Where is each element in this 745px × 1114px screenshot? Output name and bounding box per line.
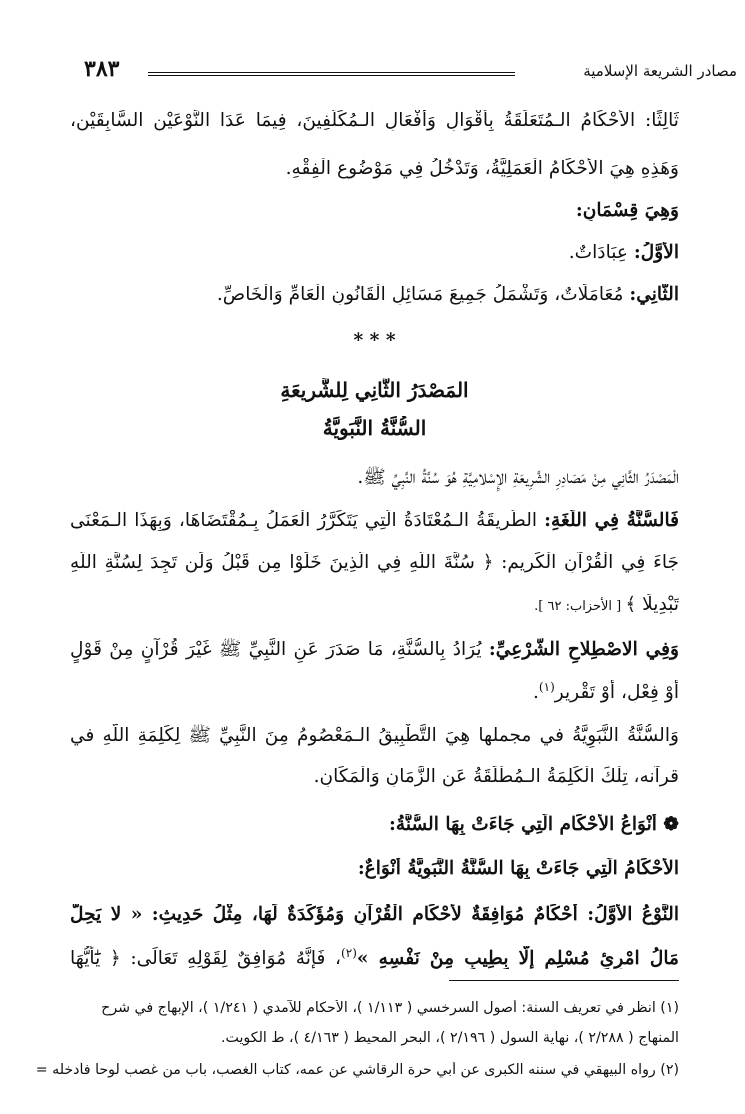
paragraph-line: تَبْدِيلًا ﴾ [ الأحزاب: ٦٢ ]. (534, 594, 679, 615)
paragraph-line: وَفِي الاصْطِلاحِ الشَّرْعِيِّ: يُرَادُ بِالسُّنَّةِ، مَا صَدَرَ عَنِ النَّبِيِّ ﷺ غَيْرَ قُرْآنٍ مِنْ قَوْلٍ (70, 639, 679, 660)
footnote-line: (٢) رواه البيهقي في سننه الكبرى عن أبي حرة الرقاشي عن عمه، كتاب الغصب، باب من غصب لوحا فأدخله = (36, 1062, 679, 1078)
footnote-line: (١) انظر في تعريف السنة: أصول السرخسي ( ١/١١٣ )، الأحكام للآمدي ( ١/٢٤١ )، الإبهاج في شرح (101, 1000, 679, 1016)
footnote-ref: (١) (538, 680, 555, 694)
section-title: المَصْدَرُ الثَّانِي لِلشَّرِيعَةِ (280, 378, 469, 402)
paragraph-line: النَّوْعُ الأَوَّلُ: أَحْكَامٌ مُوَافِقَةٌ لأَحْكَامِ الْقُرْآنِ وَمُؤَكِّدَةٌ لَهَا، مِثْلُ حَدِيثِ: « لا يَحِلُّ (70, 904, 679, 925)
section-subtitle: السُّنَّةُ النَّبَوِيَّةُ (322, 416, 427, 440)
footnote-ref: (٢) (341, 946, 357, 960)
paragraph-line: الأَحْكَامُ الَّتِي جَاءَتْ بِهَا السُّنَّةُ النَّبَوِيَّةُ أَنْوَاعٌ: (357, 858, 679, 879)
footnote-rule (449, 980, 679, 981)
text-line: وَهَذِهِ هِيَ الأَحْكَامُ الْعَمَلِيَّةُ، وَتَدْخُلُ فِي مَوْضُوعِ الْفِقْهِ. (285, 158, 679, 179)
paragraph-line: أَوْ فِعْلٍ، أَوْ تَقْرِيرٍ$^{(١)}$. (533, 680, 679, 704)
header-rule (148, 72, 515, 76)
footnote-line: المنهاج ( ٢/٢٨٨ )، نهاية السول ( ٢/١٩٦ )، البحر المحيط ( ٤/١٦٣ )، ط الكويت. (221, 1030, 679, 1046)
paragraph-line: وَالسُّنَّةُ النَّبَوِيَّةُ في مجملها هِيَ التَّطْبِيقُ الـمَعْصُومُ مِنَ النَّبِيِّ ﷺ لِكَلِمَةِ اللَّهِ في (70, 725, 679, 746)
page-number: ٣٨٣ (84, 56, 120, 82)
section-separator: * * * (353, 330, 396, 351)
text-line: الأَوَّلُ: عِبَادَاتٌ. (568, 242, 679, 263)
paragraph-line: مَالُ امْرِئٍ مُسْلِمٍ إِلَّا بِطِيبٍ مِنْ نَفْسِهِ »$^{(٢)}$، فَإِنَّهُ مُوَافِقٌ لِقَوْلِهِ تَعَالَى: ﴿ يَٰٓأَيُّهَا (70, 946, 679, 970)
text-line: وَهِيَ قِسْمَانِ: (575, 200, 679, 221)
paragraph-line: قرآنه، تِلْكَ الْكَلِمَةُ الـمُطْلَقَةُ عَنِ الزَّمَانِ وَالْمَكَانِ. (313, 766, 679, 787)
running-header (84, 56, 737, 88)
text-line: الثَّانِي: مُعَامَلَاتٌ، وَتَشْمَلُ جَمِيعَ مَسَائِلِ الْقَانُونِ الْعَامِّ وَالْخَاصِّ. (216, 284, 679, 305)
paragraph-line: جَاءَ فِي الْقُرْآنِ الْكَرِيمِ: ﴿ سُنَّةَ اللَّهِ فِي الَّذِينَ خَلَوْا مِن قَبْلُ وَلَن تَجِدَ لِسُنَّةِ اللَّهِ (70, 552, 679, 573)
paragraph-line: فَالسُّنَّةُ فِي اللُّغَةِ: الطَّرِيقَةُ الـمُعْتَادَةُ الَّتِي يَتَكَرَّرُ الْعَمَلُ بِـمُقْتَضَاهَا، وَبِهَذَا الـمَعْنَى (70, 510, 679, 531)
paragraph-line: الْمَصْدَرُ الثَّانِي مِنْ مَصَادِرِ الشَّرِيعَةِ الإِسْلامِيَّةِ هُوَ سُنَّةُ النَّبِيِّ ﷺ. (357, 467, 679, 488)
text-line: ثَالِثًا: الأَحْكَامُ الـمُتَعَلِّقَةُ بِأَقْوَالِ وَأَفْعَالِ الـمُكَلَّفِينَ، فِيمَا عَدَا النَّوْعَيْنِ السَّابِقَيْنِ، (70, 110, 679, 131)
subsection-heading: ❁ أَنْوَاعُ الأَحْكَامِ الَّتِي جَاءَتْ بِهَا السُّنَّةُ: (389, 814, 679, 835)
book-title: مصادر الشريعة الإسلامية (583, 62, 737, 80)
